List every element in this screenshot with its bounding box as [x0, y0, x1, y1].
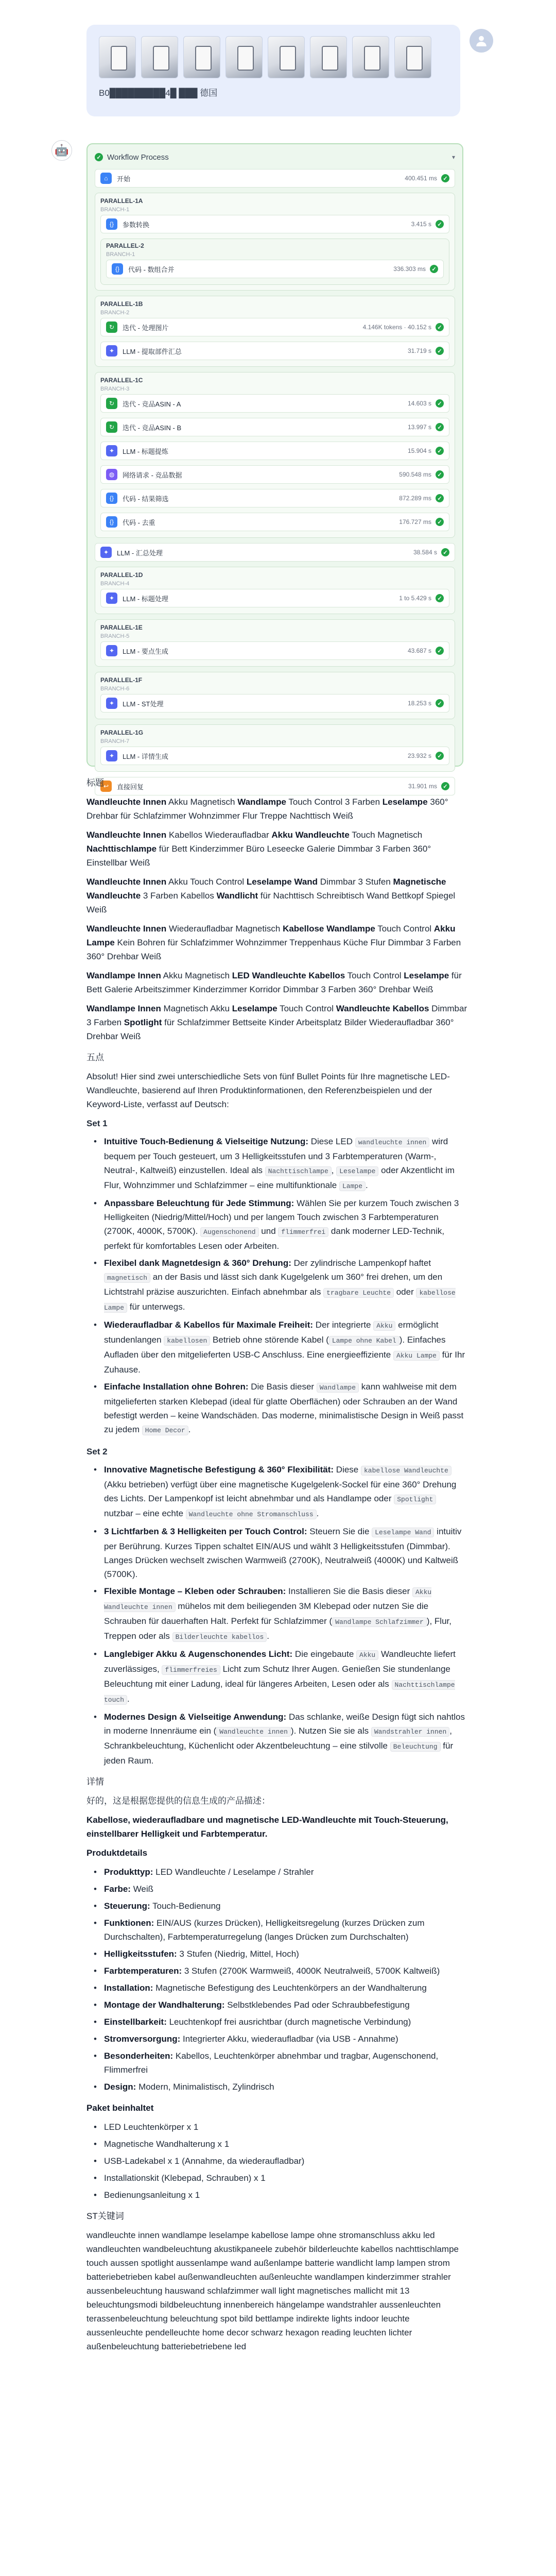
- detail-key: Produkttyp:: [104, 1867, 153, 1877]
- keyword-chip: Leselampe Wand: [372, 1528, 434, 1537]
- title-list: [86, 795, 467, 1043]
- product-image-thumbnail[interactable]: [225, 36, 263, 78]
- title-keyword: Akku Lampe: [86, 924, 456, 947]
- detail-item: • Montage der Wandhalterung: Selbstklebendes Pad oder Schraubbefestigung: [86, 1998, 467, 2012]
- bullet-point: • Modernes Design & Vielseitige Anwendung: Das schlanke, weiße Design fügt sich nahtlos in moderne Innenräume ein ( Wandleuchte innen ). Nutzen Sie sie als Wandstrahler innen , Schrankbeleuchtung, Küchenlicht oder Akzentbeleuchtung – eine stilvolle Beleuchtung für jeden Raum.: [86, 1710, 467, 1768]
- keyword-chip: kabellose Wandleuchte: [361, 1466, 451, 1476]
- parallel-group-1a: [95, 193, 455, 291]
- workflow-node-merge[interactable]: [106, 260, 444, 278]
- bullet-point: • 3 Lichtfarben & 3 Helligkeiten per Touch Control: Steuern Sie die Leselampe Wand intuitiv per Berührung. Kurzes Tippen schaltet EIN/AUS und wählt 3 Helligkeitsstufen (Dimmbar). Langes Drücken wechselt zwischen Warmweiß (2700K), Neutralweiß (4000K) und Kaltweiß (5700K).: [86, 1524, 467, 1581]
- st-keywords: wandleuchte innen wandlampe leselampe kabellose lampe ohne stromanschluss akku led wandleuchten wandbeleuchtung akustikpaneele zubehör bilderleuchte kabellos nachttischlampe touch aussen spotlight aussenlampe wand außenlampe batterie wandlicht lamp lampen strom batteriebetrieben kabel außenwandleuchten außenleuchte wandlampen kinderzimmer strahler aussenbeleuchtung hauswand schlafzimmer wall light magnetisches mallicht mit 13 beleuchtungsmodi bildbeleuchtung innenbereich hängelampe wandstrahler aussenleuchten terassenbeleuchtung beleuchtung spot bild bettlampe indirekte lights indoor leuchte aussenleuchte pendelleuchte home decor schwarz hexagon reading leuchten lichter außenbeleuchtung batteriebetriebene led: [86, 2230, 459, 2351]
- bullets-intro: Absolut! Hier sind zwei unterschiedliche Sets von fünf Bullet Points für Ihre magnetische LED-Wandleuchte, basierend auf Ihren Produktinformationen, den Referenzbeispielen und der Keyword-Liste, verfasst auf Deutsch:: [86, 1072, 450, 1109]
- bullet-point: • Flexible Montage – Kleben oder Schrauben: Installieren Sie die Basis dieser Akku Wandleuchte innen mühelos mit dem beiliegenden 3M Klebepad oder nutzen Sie die Schrauben für dauerhaften Halt. Perfekt für Schlafzimmer ( Wandlampe Schlafzimmer ), Flur, Treppen oder als Bilderleuchte kabellos .: [86, 1584, 467, 1644]
- code-icon: {}: [106, 493, 117, 504]
- detail-key: Funktionen:: [104, 1918, 154, 1928]
- workflow-node-code[interactable]: [100, 513, 449, 531]
- parallel-title: PARALLEL-1C: [100, 377, 143, 384]
- keyword-chip: Nachttischlampe: [265, 1166, 332, 1176]
- globe-icon: ◍: [106, 469, 117, 480]
- details-title-wrap: [86, 1813, 467, 1841]
- title-keyword: Wandlampe: [237, 797, 286, 807]
- keyword-chip: Wandleuchte innen: [216, 1727, 291, 1737]
- node-label: 直接回复: [117, 783, 144, 791]
- bullet-point: • Wiederaufladbar & Kabellos für Maximale Freiheit: Der integrierte Akku ermöglicht stundenlangen kabellosen Betrieb ohne störende Kabel ( Lampe ohne Kabel ). Einfaches Aufladen über den mitgelieferten USB-C Anschluss. Eine energieeffiziente Akku Lampe für Ihr Zuhause.: [86, 1318, 467, 1377]
- detail-key: Design:: [104, 2082, 136, 2092]
- section-heading-title: 标题: [86, 778, 104, 788]
- set-1-label: Set 1: [86, 1118, 108, 1128]
- package-item: • Installationskit (Klebepad, Schrauben) x 1: [86, 2171, 467, 2185]
- keyword-chip: Spotlight: [394, 1495, 436, 1504]
- keyword-chip: Lampe ohne Kabel: [329, 1336, 399, 1346]
- llm-icon: ✦: [106, 645, 117, 656]
- success-check-icon: ✓: [436, 494, 444, 502]
- keyword-chip: Akku Lampe: [393, 1351, 440, 1361]
- node-duration: 43.687 s: [407, 647, 431, 654]
- bullet-heading: Einfache Installation ohne Bohren:: [104, 1382, 249, 1392]
- package-list: [86, 2120, 467, 2202]
- workflow-node-http[interactable]: [100, 465, 449, 484]
- node-label: 迭代 - 竞品ASIN - A: [123, 400, 181, 408]
- node-label: 参数转换: [123, 221, 150, 229]
- workflow-node-iteration[interactable]: [100, 318, 449, 336]
- success-check-icon: ✓: [441, 782, 449, 790]
- keyword-chip: kabellosen: [164, 1336, 210, 1346]
- node-duration: 15.904 s: [407, 447, 431, 454]
- keyword-chip: Akku Wandleuchte innen: [104, 1588, 432, 1611]
- title-keyword: Wandleuchte Innen: [86, 924, 167, 934]
- parallel-title: PARALLEL-1F: [100, 676, 143, 684]
- success-check-icon: ✓: [436, 220, 444, 228]
- detail-item: • Einstellbarkeit: Leuchtenkopf frei ausrichtbar (durch magnetische Verbindung): [86, 2015, 467, 2029]
- node-duration: 336.303 ms: [393, 265, 426, 273]
- details-title: Kabellose, wiederaufladbare und magnetische LED-Wandleuchte mit Touch-Steuerung, einstellbarer Helligkeit und Farbtemperatur.: [86, 1815, 448, 1839]
- success-check-icon: ✓: [441, 174, 449, 182]
- user-avatar: [470, 29, 493, 53]
- parallel-title: PARALLEL-1G: [100, 729, 144, 736]
- detail-item: • Farbtemperaturen: 3 Stufen (2700K Warmweiß, 4000K Neutralweiß, 5700K Kaltweiß): [86, 1964, 467, 1978]
- detail-item: • Steuerung: Touch-Bedienung: [86, 1899, 467, 1913]
- keyword-chip: Home Decor: [142, 1426, 188, 1435]
- image-thumbnails: [99, 36, 448, 78]
- code-icon: {}: [106, 516, 117, 528]
- node-label: LLM - ST处理: [123, 700, 164, 708]
- success-check-icon: ✓: [436, 594, 444, 602]
- workflow-node-iteration[interactable]: [100, 394, 449, 413]
- branch-label: BRANCH-1: [106, 251, 135, 258]
- node-duration: 4.146K tokens · 40.152 s: [362, 324, 431, 331]
- branch-label: BRANCH-4: [100, 581, 130, 587]
- workflow-node-iteration[interactable]: [100, 418, 449, 436]
- workflow-process-panel: [86, 143, 463, 791]
- keyword-chip: Wandstrahler innen: [371, 1727, 449, 1737]
- success-check-icon: ✓: [436, 470, 444, 479]
- bullet-set-1: [86, 1134, 467, 1437]
- bullet-point: • Langlebiger Akku & Augenschonendes Licht: Die eingebaute Akku Wandleuchte liefert zuverlässiges, flimmerfreies Licht zum Schutz Ihrer Augen. Genießen Sie stundenlange Beleuchtung mit einer Ladung, ideal für längeres Arbeiten, Lesen oder als Nachttischlampe touch .: [86, 1647, 467, 1707]
- detail-key: Farbe:: [104, 1884, 131, 1894]
- reply-icon: ↩: [100, 781, 112, 792]
- parallel-group-2: [100, 239, 449, 285]
- node-duration: 872.289 ms: [399, 495, 431, 502]
- branch-label: BRANCH-5: [100, 633, 130, 639]
- title-item: Wandleuchte Innen Akku Magnetisch Wandlampe Touch Control 3 Farben Leselampe 360° Drehbar für Schlafzimmer Wohnzimmer Flur Treppe Nachttisch Weiß: [86, 797, 448, 821]
- bot-answer: [86, 776, 467, 2359]
- branch-label: BRANCH-7: [100, 738, 130, 744]
- title-keyword: Wandlampe Innen: [86, 1004, 161, 1013]
- keyword-chip: Lampe: [339, 1181, 366, 1191]
- parallel-title: PARALLEL-1D: [100, 571, 143, 579]
- title-keyword: Wandlampe Innen: [86, 971, 161, 980]
- llm-icon: ✦: [106, 345, 117, 357]
- keyword-chip: kabellose Lampe: [104, 1289, 456, 1312]
- parallel-title: PARALLEL-1E: [100, 624, 143, 631]
- robot-icon: 🤖: [55, 144, 69, 157]
- title-keyword: Wandleuchte Kabellos: [336, 1004, 429, 1013]
- details-intro: 好的，这是根据您提供的信息生成的产品描述：: [86, 1796, 270, 1806]
- title-keyword: Magnetische Wandleuchte: [86, 877, 446, 901]
- branch-label: BRANCH-1: [100, 207, 130, 213]
- workflow-node-start[interactable]: [95, 169, 455, 188]
- bullet-heading: Innovative Magnetische Befestigung & 360° Flexibilität:: [104, 1465, 334, 1475]
- detail-item: • Funktionen: EIN/AUS (kurzes Drücken), Helligkeitsregelung (kurzes Drücken zum Durchschalten), Farbtemperaturregelung (langes Drücken zum Durchschalten): [86, 1916, 467, 1944]
- node-label: LLM - 提取部件汇总: [123, 347, 182, 355]
- workflow-node-llm[interactable]: [100, 641, 449, 660]
- title-keyword: Leselampe: [232, 1004, 277, 1013]
- title-keyword: Wandleuchte Innen: [86, 877, 167, 887]
- node-duration: 38.584 s: [413, 549, 437, 556]
- workflow-node-llm[interactable]: [100, 747, 449, 765]
- detail-item: • Besonderheiten: Kabellos, Leuchtenkörper abnehmbar und tragbar, Augenschonend, Flimmerfrei: [86, 2049, 467, 2077]
- detail-key: Helligkeitsstufen:: [104, 1949, 177, 1959]
- product-image-thumbnail[interactable]: [394, 36, 431, 78]
- keyword-chip: magnetisch: [104, 1273, 150, 1283]
- success-check-icon: ✓: [430, 265, 438, 273]
- parallel-title: PARALLEL-1B: [100, 300, 143, 308]
- details-subheading: Produktdetails: [86, 1848, 148, 1858]
- llm-icon: ✦: [100, 547, 112, 558]
- title-keyword: Spotlight: [124, 1018, 162, 1027]
- node-label: LLM - 详情生成: [123, 752, 168, 760]
- home-icon: ⌂: [100, 173, 112, 184]
- node-label: 代码 - 结果筛选: [123, 495, 169, 503]
- keyword-chip: Leselampe: [336, 1166, 378, 1176]
- keyword-chip: Wandleuchte ohne Stromanschluss: [186, 1510, 317, 1519]
- node-duration: 31.901 ms: [408, 783, 437, 790]
- workflow-node-llm[interactable]: [100, 694, 449, 713]
- workflow-node-llm-summary[interactable]: [95, 543, 455, 562]
- node-duration: 3.415 s: [411, 221, 431, 228]
- title-keyword: Wandleuchte Innen: [86, 830, 167, 840]
- parallel-group-1d: [95, 567, 455, 614]
- node-duration: 23.932 s: [407, 752, 431, 759]
- detail-key: Installation:: [104, 1983, 153, 1993]
- product-image-thumbnail[interactable]: [141, 36, 178, 78]
- branch-label: BRANCH-3: [100, 386, 130, 392]
- keyword-chip: Beleuchtung: [390, 1742, 441, 1752]
- set-2-label: Set 2: [86, 1447, 108, 1456]
- title-keyword: Wandlicht: [216, 891, 258, 901]
- parallel-title: PARALLEL-2: [106, 242, 144, 249]
- detail-item: • Stromversorgung: Integrierter Akku, wiederaufladbar (via USB - Annahme): [86, 2032, 467, 2046]
- workflow-header[interactable]: [95, 150, 455, 164]
- chevron-down-icon[interactable]: ▾: [451, 154, 455, 161]
- node-duration: 31.719 s: [407, 347, 431, 354]
- product-image-thumbnail[interactable]: [268, 36, 305, 78]
- detail-key: Farbtemperaturen:: [104, 1966, 182, 1976]
- success-check-icon: ✓: [436, 399, 444, 408]
- bullet-point: • Innovative Magnetische Befestigung & 360° Flexibilität: Diese kabellose Wandleuchte (Akku betrieben) verfügt über eine magnetische Kugelgelenk-Sockel für eine 360° Drehung des Lichts. Der Lampenkopf ist leicht abnehmbar und als Handlampe oder Spotlight nutzbar – eine echte Wandleuchte ohne Stromanschluss .: [86, 1463, 467, 1521]
- user-message-text: B0█████████4█ ███ 德国: [99, 88, 218, 98]
- success-check-icon: ✓: [436, 518, 444, 526]
- product-image-thumbnail[interactable]: [310, 36, 347, 78]
- bullet-heading: Flexibel dank Magnetdesign & 360° Drehung:: [104, 1258, 291, 1268]
- llm-icon: ✦: [106, 445, 117, 456]
- detail-key: Besonderheiten:: [104, 2051, 173, 2061]
- node-label: 代码 - 数组合并: [128, 265, 175, 274]
- bullet-set-2: [86, 1463, 467, 1768]
- title-keyword: Akku Wandleuchte: [271, 830, 350, 840]
- detail-item: • Installation: Magnetische Befestigung des Leuchtenkörpers an der Wandhalterung: [86, 1981, 467, 1995]
- section-heading-st: ST关键词: [86, 2211, 124, 2221]
- detail-key: Steuerung:: [104, 1901, 150, 1911]
- keyword-chip: Akku: [356, 1650, 378, 1660]
- title-item: Wandleuchte Innen Wiederaufladbar Magnetisch Kabellose Wandlampe Touch Control Akku Lampe Kein Bohren für Schlafzimmer Wohnzimmer Treppenhaus Küche Flur Dimmbar 3 Farben 360° Drehbar Weiß: [86, 924, 461, 961]
- title-item: Wandlampe Innen Magnetisch Akku Leselampe Touch Control Wandleuchte Kabellos Dimmbar 3 Farben Spotlight für Schlafzimmer Bettseite Kinder Arbeitsplatz Bilder Wiederaufladbar 360° Drehbar Weiß: [86, 1004, 467, 1041]
- code-icon: {}: [106, 218, 117, 230]
- user-message-bubble: [86, 25, 460, 116]
- success-check-icon: ✓: [441, 548, 449, 556]
- parallel-group-1g: [95, 724, 455, 772]
- bullet-heading: Flexible Montage – Kleben oder Schrauben:: [104, 1586, 286, 1596]
- package-item: • Magnetische Wandhalterung x 1: [86, 2137, 467, 2151]
- llm-icon: ✦: [106, 750, 117, 761]
- workflow-node-llm[interactable]: [100, 342, 449, 360]
- success-check-icon: ✓: [436, 347, 444, 355]
- title-keyword: Wandleuchte Innen: [86, 797, 167, 807]
- node-label: LLM - 要点生成: [123, 647, 168, 655]
- llm-icon: ✦: [106, 698, 117, 709]
- bullet-point: • Flexibel dank Magnetdesign & 360° Drehung: Der zylindrische Lampenkopf haftet magnetisch an der Basis und lässt sich dank Kugelgelenk um 360° frei drehen, um den Lichtstrahl präzise auszurichten. Einfach abnehmbar als tragbare Leuchte oder kabellose Lampe für unterwegs.: [86, 1256, 467, 1315]
- workflow-node-code[interactable]: [100, 489, 449, 507]
- success-check-icon: ✓: [436, 699, 444, 707]
- package-item: • Bedienungsanleitung x 1: [86, 2188, 467, 2202]
- bullet-heading: 3 Lichtfarben & 3 Helligkeiten per Touch Control:: [104, 1527, 307, 1536]
- bot-avatar: [51, 140, 72, 161]
- node-duration: 176.727 ms: [399, 518, 431, 526]
- keyword-chip: Akku: [373, 1321, 395, 1331]
- product-image-thumbnail[interactable]: [183, 36, 220, 78]
- node-duration: 14.603 s: [407, 400, 431, 407]
- package-item: • USB-Ladekabel x 1 (Annahme, da wiederaufladbar): [86, 2154, 467, 2168]
- keyword-chip: Wandlampe Schlafzimmer: [332, 1617, 427, 1627]
- product-image-thumbnail[interactable]: [99, 36, 136, 78]
- keyword-chip: Bilderleuchte kabellos: [172, 1632, 267, 1642]
- llm-icon: ✦: [106, 592, 117, 604]
- parallel-title: PARALLEL-1A: [100, 197, 143, 205]
- node-label: 迭代 - 处理图片: [123, 324, 169, 332]
- node-duration: 400.451 ms: [405, 175, 437, 182]
- bullet-point: • Anpassbare Beleuchtung für Jede Stimmung: Wählen Sie per kurzem Touch zwischen 3 Helligkeiten (Niedrig/Mittel/Hoch) und per langem Touch zwischen 3 Farbtemperaturen (2700K, 4000K, 5700K). Augenschonend und flimmerfrei dank moderner LED-Technik, perfekt für komfortables Lesen oder Arbeiten.: [86, 1196, 467, 1253]
- bullet-point: • Intuitive Touch-Bedienung & Vielseitige Nutzung: Diese LED wandleuchte innen wird bequem per Touch gesteuert, um 3 Helligkeitsstufen und 3 Farbtemperaturen (Warm-, Neutral-, Kaltweiß) einzustellen. Ideal als Nachttischlampe , Leselampe oder Akzentlicht im Flur, Wohnzimmer und Schlafzimmer – eine multifunktionale Lampe .: [86, 1134, 467, 1193]
- keyword-chip: flimmerfrei: [278, 1227, 328, 1237]
- workflow-node-llm[interactable]: [100, 589, 449, 607]
- code-icon: {}: [112, 263, 123, 275]
- details-sub-wrap: [86, 1846, 467, 1860]
- iteration-icon: ↻: [106, 421, 117, 433]
- parallel-group-1c: [95, 372, 455, 538]
- detail-item: • Helligkeitsstufen: 3 Stufen (Niedrig, Mittel, Hoch): [86, 1947, 467, 1961]
- keyword-chip: Augenschonend: [200, 1227, 258, 1237]
- success-check-icon: ✓: [436, 323, 444, 331]
- detail-key: Stromversorgung:: [104, 2034, 181, 2044]
- node-label: 开始: [117, 175, 131, 183]
- section-heading-bullets: 五点: [86, 1053, 104, 1062]
- title-keyword: Kabellose Wandlampe: [283, 924, 375, 934]
- title-keyword: Nachttischlampe: [86, 844, 157, 854]
- success-check-icon: ✓: [436, 752, 444, 760]
- branch-label: BRANCH-6: [100, 686, 130, 692]
- iteration-icon: ↻: [106, 321, 117, 333]
- workflow-node-params[interactable]: [100, 215, 449, 233]
- bullet-heading: Modernes Design & Vielseitige Anwendung:: [104, 1712, 287, 1722]
- package-item: • LED Leuchtenkörper x 1: [86, 2120, 467, 2134]
- parallel-group-1b: [95, 296, 455, 367]
- success-check-icon: ✓: [436, 447, 444, 455]
- node-label: LLM - 标题提炼: [123, 447, 168, 455]
- workflow-title: Workflow Process: [107, 152, 169, 162]
- iteration-icon: ↻: [106, 398, 117, 409]
- title-item: Wandleuchte Innen Akku Touch Control Leselampe Wand Dimmbar 3 Stufen Magnetische Wandleuchte 3 Farben Kabellos Wandlicht für Nachttisch Schreibtisch Wand Bettkopf Spiegel Weiß: [86, 877, 456, 914]
- branch-label: BRANCH-2: [100, 310, 130, 316]
- title-item: Wandleuchte Innen Kabellos Wiederaufladbar Akku Wandleuchte Touch Magnetisch Nachttischlampe für Bett Kinderzimmer Büro Leseecke Galerie Dimmbar 3 Farben 360° Einstellbar Weiß: [86, 830, 431, 868]
- node-label: 代码 - 去重: [123, 518, 155, 527]
- title-item: Wandlampe Innen Akku Magnetisch LED Wandleuchte Kabellos Touch Control Leselampe für Bett Galerie Arbeitszimmer Kinderzimmer Korridor Dimmbar 3 Farben 360° Drehbar Weiß: [86, 971, 462, 994]
- user-icon: [475, 34, 488, 47]
- detail-item: • Design: Modern, Minimalistisch, Zylindrisch: [86, 2080, 467, 2094]
- node-label: 网络请求 - 竞品数据: [123, 471, 182, 479]
- bullet-heading: Wiederaufladbar & Kabellos für Maximale Freiheit:: [104, 1320, 314, 1330]
- detail-key: Montage der Wandhalterung:: [104, 2000, 225, 2010]
- parallel-group-1e: [95, 619, 455, 667]
- success-check-icon: ✓: [436, 423, 444, 431]
- product-image-thumbnail[interactable]: [352, 36, 389, 78]
- node-label: LLM - 汇总处理: [117, 549, 163, 557]
- node-duration: 1 to 5.429 s: [399, 595, 431, 602]
- keyword-chip: Nachttischlampe touch: [104, 1681, 455, 1704]
- package-heading: Paket beinhaltet: [86, 2103, 154, 2113]
- title-keyword: LED Wandleuchte Kabellos: [232, 971, 345, 980]
- bullet-heading: Anpassbare Beleuchtung für Jede Stimmung:: [104, 1198, 294, 1208]
- success-check-icon: ✓: [95, 153, 103, 161]
- node-label: LLM - 标题处理: [123, 595, 168, 603]
- node-duration: 590.548 ms: [399, 471, 431, 478]
- title-keyword: Leselampe Wand: [246, 877, 318, 887]
- keyword-chip: Wandlampe: [317, 1383, 359, 1393]
- bullet-heading: Intuitive Touch-Bedienung & Vielseitige Nutzung:: [104, 1137, 308, 1146]
- bullet-heading: Langlebiger Akku & Augenschonendes Licht:: [104, 1649, 293, 1659]
- detail-key: Einstellbarkeit:: [104, 2017, 167, 2027]
- success-check-icon: ✓: [436, 647, 444, 655]
- product-details-list: [86, 1865, 467, 2094]
- bullet-point: • Einfache Installation ohne Bohren: Die Basis dieser Wandlampe kann wahlweise mit dem mitgelieferten starken Klebepad (ideal für glatte Oberflächen) oder Schrauben an der Wand befestigt werden – keine Wandschäden. Das moderne, minimalistische Design in Weiß passt zu jedem Home Decor .: [86, 1380, 467, 1437]
- section-heading-details: 详情: [86, 1777, 104, 1787]
- title-keyword: Leselampe: [382, 797, 428, 807]
- node-duration: 13.997 s: [407, 423, 431, 431]
- keyword-chip: tragbare Leuchte: [323, 1288, 394, 1298]
- node-duration: 18.253 s: [407, 700, 431, 707]
- detail-item: • Farbe: Weiß: [86, 1882, 467, 1896]
- title-keyword: Leselampe: [404, 971, 449, 980]
- keyword-chip: wandleuchte innen: [355, 1138, 430, 1147]
- node-label: 迭代 - 竞品ASIN - B: [123, 423, 182, 432]
- workflow-node-llm[interactable]: [100, 442, 449, 460]
- package-heading-wrap: [86, 2101, 467, 2115]
- detail-item: • Produkttyp: LED Wandleuchte / Leselampe / Strahler: [86, 1865, 467, 1879]
- parallel-group-1f: [95, 672, 455, 719]
- keyword-chip: flimmerfreies: [162, 1665, 220, 1675]
